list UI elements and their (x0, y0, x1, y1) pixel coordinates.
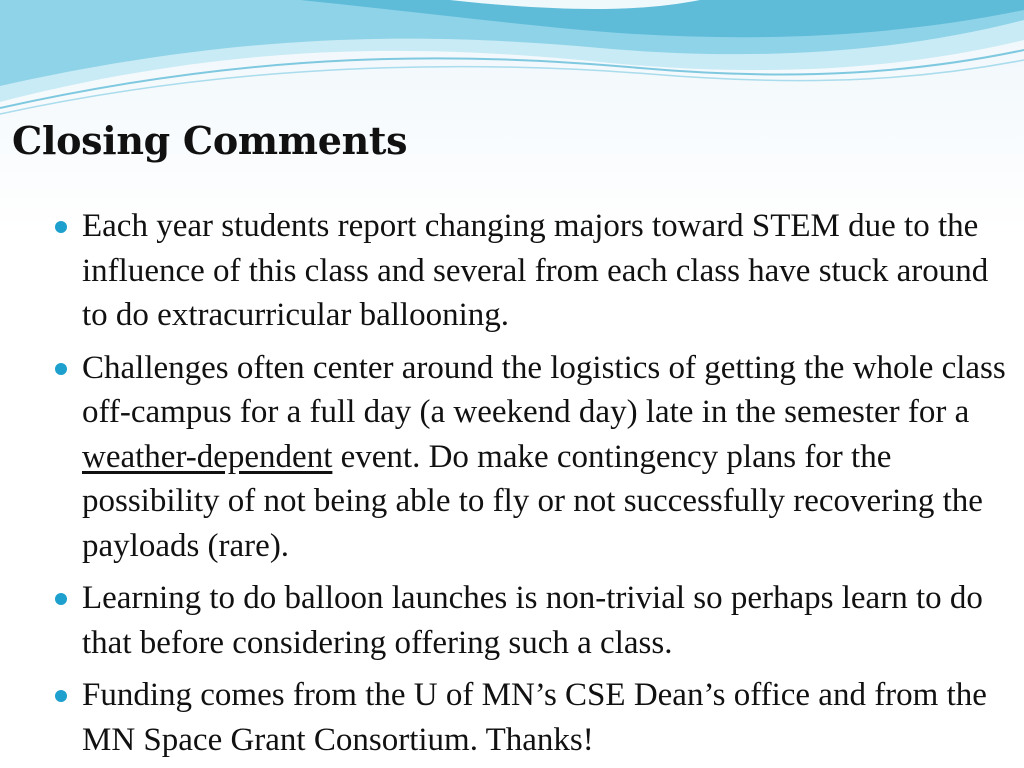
bullet-text-part: Challenges often center around the logistics of getting the whole class off-campus for a full day (a weekend day) late in the semester for a (82, 349, 1006, 430)
bullet-text: Funding comes from the U of MN’s CSE Dean’s office and from the MN Space Grant Consortium. Thanks! (82, 677, 987, 758)
bullet-dot-icon (55, 690, 67, 702)
bullet-list (52, 204, 1014, 768)
bullet-dot-icon (55, 221, 67, 233)
bullet-item (52, 576, 1014, 665)
bullet-dot-icon (55, 593, 67, 605)
bullet-item (52, 204, 1014, 338)
bullet-dot-icon (55, 363, 67, 375)
header-swoosh-decoration (0, 0, 1024, 120)
bullet-text-part: event. Do make contingency plans for the possibility of not being able to fly or not successfully recovering the payloads (rare). (82, 438, 983, 564)
bullet-text: Learning to do balloon launches is non-trivial so perhaps learn to do that before considering offering such a class. (82, 580, 983, 661)
bullet-item (52, 346, 1014, 569)
underlined-emphasis: weather-dependent (82, 438, 333, 475)
slide-title: Closing Comments (12, 118, 408, 163)
bullet-text: Each year students report changing majors toward STEM due to the influence of this class and several from each class have stuck around to do extracurricular ballooning. (82, 208, 989, 333)
bullet-item (52, 673, 1014, 762)
